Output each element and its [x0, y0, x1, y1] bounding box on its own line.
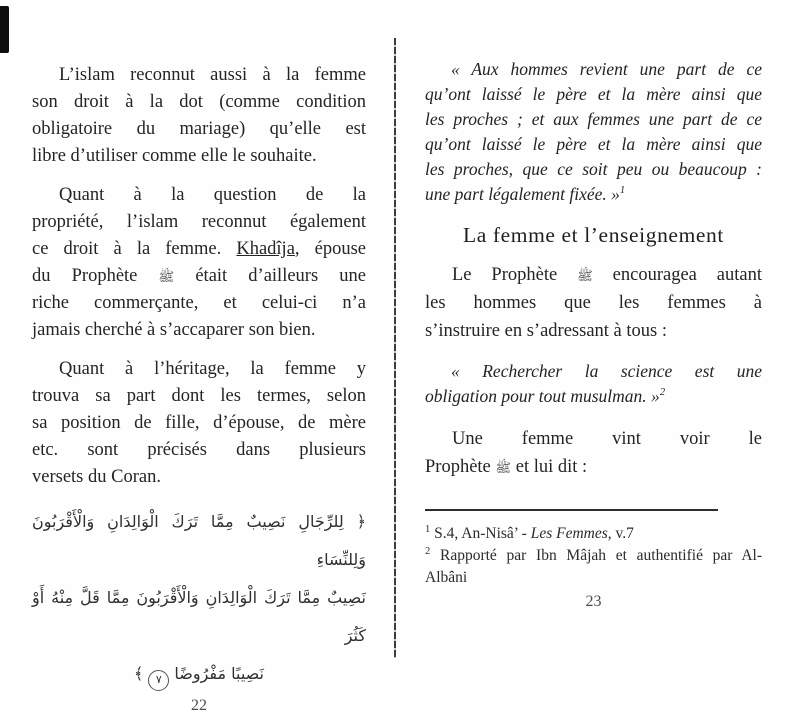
body-paragraph-dot: [32, 62, 366, 170]
saw-calligraphy-symbol: ﷺ: [495, 461, 512, 476]
text-line: [425, 453, 762, 481]
text-line: qu’ont laissé le père et la mère ainsi que: [425, 134, 762, 154]
left-page: [32, 0, 366, 715]
arabic-verse-line: نَصِيبٌ مِمَّا تَرَكَ الْوَالِدَانِ وَالْأَقْرَبُونَ مِمَّا قَلَّ مِنْهُ أَوْ كَثُرَ: [32, 588, 366, 645]
text-fragment: Prophète: [425, 457, 496, 477]
page-gutter-divider: [394, 38, 396, 658]
arabic-verse-line: ﴿ لِلرِّجَالِ نَصِيبٌ مِمَّا تَرَكَ الْوَالِدَانِ وَالْأَقْرَبُونَ وَلِلنِّسَاءِ: [32, 512, 366, 569]
footnote-reference-1: 1: [619, 185, 626, 197]
quran-verse-arabic: [32, 503, 366, 693]
text-line: Albâni: [425, 569, 468, 586]
text-line: Quant à la question de la: [59, 185, 366, 205]
footnotes-block: [425, 523, 762, 589]
text-fragment: une part légalement fixée. »: [425, 184, 620, 204]
text-line: [32, 236, 366, 263]
verse-number-circle: ٧: [148, 670, 169, 691]
footnote-book-title: Les Femmes: [530, 525, 608, 542]
footnote-reference-2: 2: [659, 387, 666, 399]
text-fragment: du Prophète: [32, 266, 159, 286]
scan-artifact-mark: [0, 6, 9, 53]
text-line: [425, 261, 762, 289]
text-line: etc. sont précisés dans plusieurs: [32, 440, 366, 460]
body-paragraph-propriete: [32, 182, 366, 344]
footnote-1: [425, 523, 762, 545]
text-line: Quant à l’héritage, la femme y: [59, 359, 366, 379]
text-line: « Aux hommes revient une part de ce: [451, 59, 762, 79]
text-line: versets du Coran.: [32, 467, 161, 487]
footnote-text: S.4, An-Nisâ’ -: [434, 525, 531, 542]
ornate-closing-bracket: ﴾: [134, 664, 144, 683]
text-line: sa position de fille, d’épouse, de mère: [32, 413, 366, 433]
text-line: [425, 182, 762, 207]
khadija-underlined-name: Khadîja: [236, 239, 295, 259]
text-line: jamais cherché à s’accaparer son bien.: [32, 320, 316, 340]
text-line: L’islam reconnut aussi à la femme: [59, 65, 366, 85]
text-fragment: et lui dit :: [511, 457, 588, 477]
text-line: propriété, l’islam reconnut également: [32, 212, 366, 232]
text-line: [425, 384, 762, 409]
text-line: s’instruire en s’adressant à tous :: [425, 321, 667, 341]
footnote-text: Rapporté par Ibn Mâjah et authentifié par Al-: [439, 547, 762, 564]
right-page: [425, 0, 762, 611]
text-line: libre d’utiliser comme elle le souhaite.: [32, 146, 317, 166]
saw-calligraphy-symbol: ﷺ: [577, 269, 593, 284]
text-fragment: , épouse: [294, 239, 366, 259]
text-line: Une femme vint voir le: [452, 429, 762, 449]
quran-quote-french: [425, 57, 762, 207]
footnote-text: , v.7: [607, 525, 634, 542]
text-line: « Rechercher la science est une: [451, 361, 762, 381]
text-line: les proches ; et aux femmes une part de ce: [425, 109, 762, 129]
footnote-number: 1: [425, 523, 431, 535]
section-heading: La femme et l’enseignement: [463, 223, 724, 247]
text-line: obligatoire du mariage) qu’elle est: [32, 119, 366, 139]
footnote-number: 2: [425, 545, 431, 557]
page-number-left: 22: [191, 697, 207, 714]
footnote-separator: [425, 509, 718, 511]
arabic-verse-line: [32, 655, 366, 693]
text-fragment: était d’ailleurs une: [174, 266, 366, 286]
text-fragment: obligation pour tout musulman. »: [425, 386, 660, 406]
text-line: qu’ont laissé le père et la mère ainsi que: [425, 84, 762, 104]
text-fragment: Le Prophète: [452, 265, 578, 285]
footnote-2: [425, 545, 762, 589]
body-paragraph-femme-vint: [425, 425, 762, 481]
arabic-text-fragment: نَصِيبًا مَفْرُوضًا: [174, 664, 264, 683]
text-line: [425, 545, 762, 567]
text-line: les proches, que ce soit peu ou beaucoup :: [425, 159, 762, 179]
page-number-right: 23: [585, 593, 602, 610]
hadith-quote-science: [425, 359, 762, 409]
body-paragraph-heritage: [32, 356, 366, 491]
body-paragraph-enseignement: [425, 261, 762, 345]
text-fragment: ce droit à la femme.: [32, 239, 237, 259]
text-line: [32, 263, 366, 290]
saw-calligraphy-symbol: ﷺ: [158, 270, 175, 285]
text-fragment: encouragea autant: [592, 265, 762, 285]
text-line: trouva sa part dont les termes, selon: [32, 386, 366, 406]
text-line: son droit à la dot (comme condition: [32, 92, 366, 112]
text-line: les hommes que les femmes à: [425, 293, 762, 313]
text-line: riche commerçante, et celui-ci n’a: [32, 293, 366, 313]
